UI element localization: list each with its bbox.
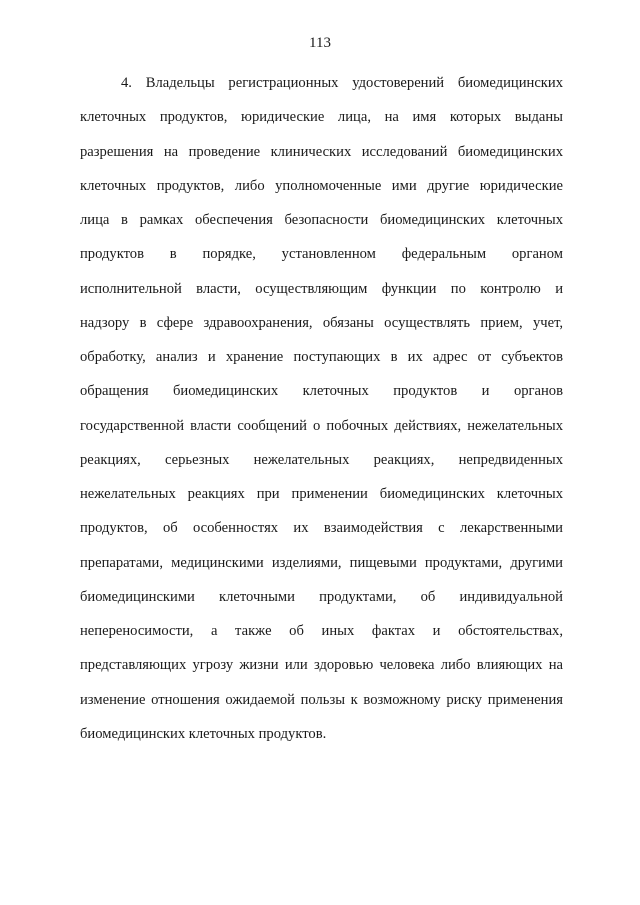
text-line: 4. Владельцы регистрационных удостоверений биомедицинских — [121, 75, 563, 91]
text-line: продуктов в порядке, установленном федеральным органом — [80, 246, 563, 263]
text-line: государственной власти сообщений о побочных действиях, нежелательных — [80, 417, 563, 434]
text-line: представляющих угрозу жизни или здоровью человека либо влияющих на — [80, 657, 563, 674]
text-line: разрешения на проведение клинических исследований биомедицинских — [80, 143, 563, 160]
text-line: клеточных продуктов, юридические лица, на имя которых выданы — [80, 109, 563, 126]
text-line: биомедицинскими клеточными продуктами, об индивидуальной — [80, 588, 563, 605]
text-line: надзору в сфере здравоохранения, обязаны осуществлять прием, учет, — [80, 314, 563, 331]
text-line: лица в рамках обеспечения безопасности биомедицинских клеточных — [80, 212, 563, 228]
text-line: реакциях, серьезных нежелательных реакциях, непредвиденных — [80, 451, 563, 468]
text-line: обращения биомедицинских клеточных продуктов и органов — [80, 383, 563, 400]
text-line: непереносимости, а также об иных фактах и обстоятельствах, — [80, 623, 563, 639]
text-line: клеточных продуктов, либо уполномоченные ими другие юридические — [80, 177, 563, 194]
text-line: нежелательных реакциях при применении биомедицинских клеточных — [80, 486, 563, 502]
text-line: исполнительной власти, осуществляющим функции по контролю и — [80, 280, 563, 297]
text-line: препаратами, медицинскими изделиями, пищевыми продуктами, другими — [80, 554, 563, 571]
text-line: продуктов, об особенностях их взаимодействия с лекарственными — [80, 520, 563, 537]
page-number: 113 — [309, 35, 331, 51]
text-line: обработку, анализ и хранение поступающих в их адрес от субъектов — [80, 349, 563, 365]
text-line: биомедицинских клеточных продуктов. — [80, 725, 327, 742]
paragraph-4 — [80, 66, 563, 751]
text-line: изменение отношения ожидаемой пользы к возможному риску применения — [80, 691, 563, 708]
